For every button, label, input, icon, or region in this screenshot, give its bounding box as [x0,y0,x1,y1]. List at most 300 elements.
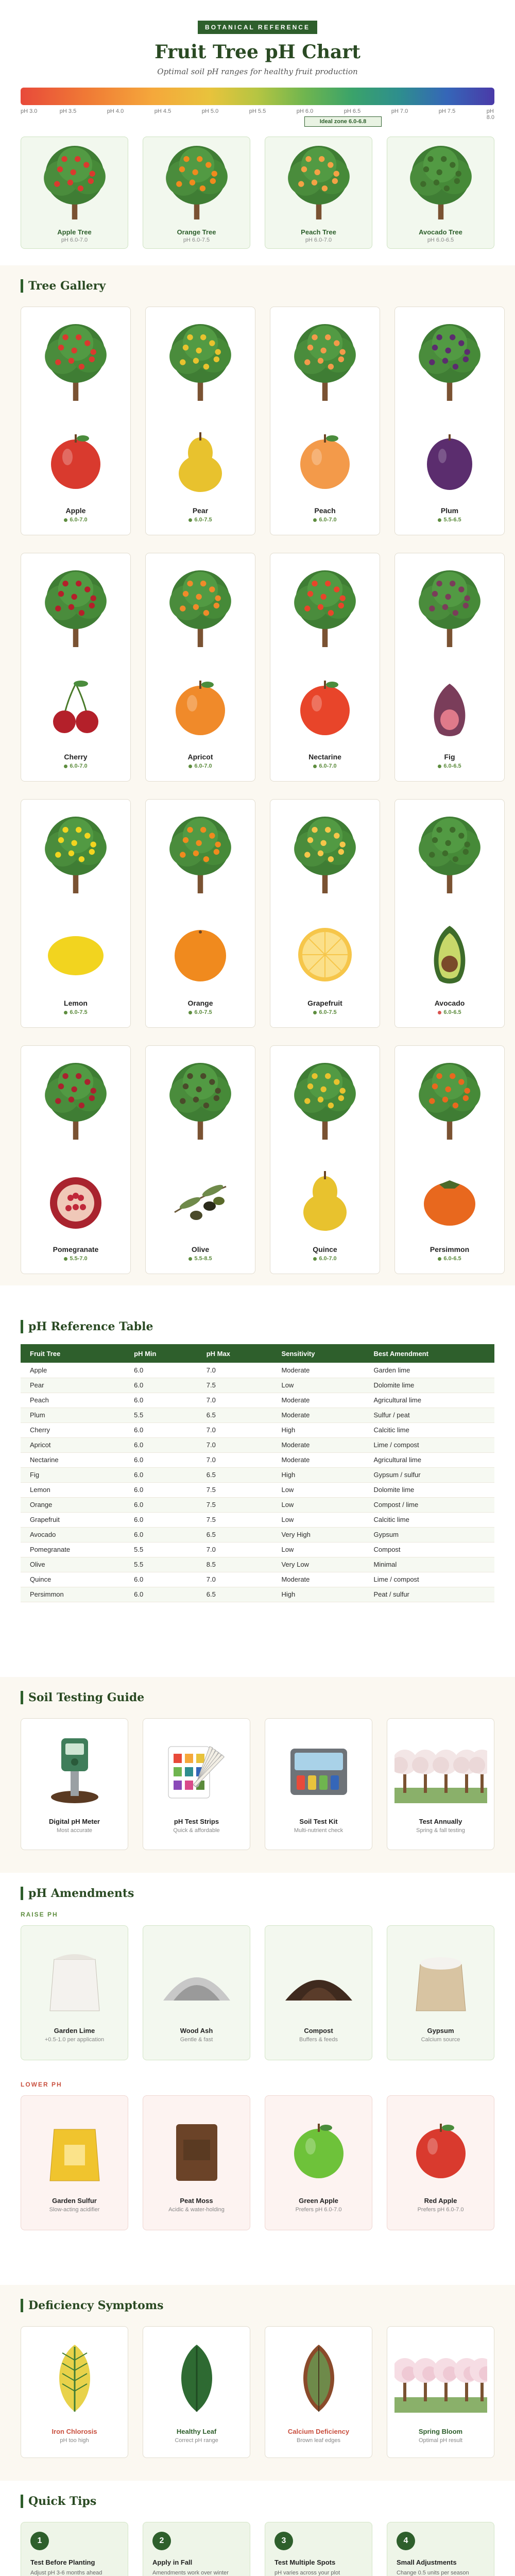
fruit-ph-value: 5.5-6.5 [443,517,461,523]
table-header-row [21,1344,494,1363]
ph-status-dot [188,765,192,768]
table-cell: Pear [21,1378,125,1393]
tip-number: 2 [152,2532,171,2550]
fruit-name: Plum [440,506,459,515]
gallery-card-apricot[interactable] [145,553,255,782]
tip-text: Adjust pH 3-6 months ahead [30,2570,102,2576]
ph-gradient-bar [21,88,494,105]
table-cell: 7.0 [197,1572,272,1587]
table-cell: 5.5 [125,1557,197,1572]
lower-ph-cards [21,2095,494,2230]
fruit-ph-value: 6.0-7.0 [319,1256,337,1262]
tree-icon [411,809,488,899]
fruit-ph-range [188,1009,212,1015]
pomegranate-icon [45,1161,107,1238]
heading-accent [21,2495,23,2508]
orange-icon [169,914,231,992]
fruit-name: Persimmon [430,1245,470,1253]
tree-gallery-title: Tree Gallery [28,279,106,293]
table-cell: Calcitic lime [365,1512,494,1527]
table-header-cell: Fruit Tree [21,1344,125,1363]
tips-heading [21,2491,494,2512]
table-cell: 6.5 [197,1527,272,1542]
table-cell: Lime / compost [365,1437,494,1452]
table-cell: Apricot [21,1437,125,1452]
table-row [21,1408,494,1422]
table-row [21,1467,494,1482]
table-cell: Grapefruit [21,1512,125,1527]
heading-accent [21,1320,23,1333]
table-row [21,1363,494,1378]
apricot-icon [169,668,231,745]
amendment-name: Wood Ash [180,2027,213,2035]
tip-card [143,2522,250,2576]
amendment-sub: Calcium source [421,2037,460,2043]
table-cell: 5.5 [125,1408,197,1422]
lower-ph-card[interactable] [387,2095,494,2230]
persimmon-icon [419,1161,480,1238]
gypsum-bag-icon [410,1941,472,2019]
sulfur-bag-icon [44,2111,106,2189]
heading-accent [21,279,23,293]
raise-ph-card[interactable] [21,1925,128,2060]
featured-tree-card[interactable] [143,137,250,249]
tree-icon [286,563,364,653]
gallery-card-pomegranate[interactable] [21,1045,131,1274]
tip-text: Amendments work over winter [152,2570,229,2576]
fruit-ph-value: 6.0-7.0 [194,763,212,769]
lemon-icon [45,914,107,992]
amendment-sub: Buffers & feeds [299,2037,338,2043]
featured-tree-card[interactable] [21,137,128,249]
cherry-icon [45,668,107,745]
avocado-icon [419,914,480,992]
orchard-icon [394,1731,487,1808]
table-cell: Garden lime [365,1363,494,1378]
gallery-card-grapefruit[interactable] [270,799,380,1028]
table-cell: Agricultural lime [365,1393,494,1408]
ph-status-dot [313,1257,317,1261]
peach-icon [294,422,356,499]
raise-ph-card[interactable] [387,1925,494,2060]
featured-tree-ph: pH 6.0-7.5 [183,237,210,243]
table-cell: Peat / sulfur [365,1587,494,1602]
table-cell: 8.5 [197,1557,272,1572]
gallery-card-orange[interactable] [145,799,255,1028]
table-cell: Calcitic lime [365,1422,494,1437]
fruit-ph-value: 6.0-7.5 [319,1009,337,1015]
fruit-ph-value: 6.0-7.0 [70,517,88,523]
ph-tick-label: pH 5.0 [201,108,219,114]
fruit-ph-range [188,517,212,523]
gallery-card-nectarine[interactable] [270,553,380,782]
table-cell: 6.0 [125,1452,197,1467]
fruit-name: Orange [187,999,213,1007]
amendment-sub: Prefers pH 6.0-7.0 [417,2207,464,2213]
soil-testing-section [0,1677,515,1873]
ph-scale-ticks [21,108,494,121]
fruit-ph-range [313,763,336,769]
ph-status-dot [64,1257,67,1261]
spring-bloom-icon [394,2337,487,2419]
table-cell: Minimal [365,1557,494,1572]
tip-title: Small Adjustments [397,2558,457,2566]
amendment-sub: Slow-acting acidifier [49,2207,100,2213]
featured-tree-name: Orange Tree [177,228,216,236]
table-cell: 7.0 [197,1437,272,1452]
tip-card [21,2522,128,2576]
gallery-card-apple[interactable] [21,307,131,535]
table-cell: 6.0 [125,1363,197,1378]
ph-status-dot [313,518,317,522]
table-cell: 7.0 [197,1452,272,1467]
tip-card [265,2522,372,2576]
table-cell: Orange [21,1497,125,1512]
gallery-card-cherry[interactable] [21,553,131,782]
fruit-ph-value: 6.0-7.0 [70,763,88,769]
tip-number: 4 [397,2532,415,2550]
amendment-name: Garden Lime [54,2027,95,2035]
table-cell: Low [272,1542,364,1557]
deficiency-card[interactable] [265,2326,372,2458]
featured-tree-name: Apple Tree [57,228,92,236]
soil-testing-name: pH Test Strips [174,1818,219,1825]
table-cell: Persimmon [21,1587,125,1602]
fruit-name: Apricot [187,753,213,761]
fruit-name: Cherry [64,753,88,761]
soil-testing-card[interactable] [143,1718,250,1850]
fruit-name: Lemon [64,999,88,1007]
tree-icon [402,144,479,228]
chlorosis-leaf-icon [44,2337,106,2419]
deficiency-card[interactable] [387,2326,494,2458]
soil-testing-sub: Spring & fall testing [416,1827,465,1834]
red-apple-icon [410,2111,472,2189]
deficiency-sub: Brown leaf edges [297,2437,340,2444]
peat-moss-icon [166,2111,228,2189]
tree-icon [162,809,239,899]
table-cell: Gypsum / sulfur [365,1467,494,1482]
table-cell: Lemon [21,1482,125,1497]
table-cell: Moderate [272,1363,364,1378]
ph-tick-label: pH 8.0 [486,108,494,121]
amendment-name: Peat Moss [180,2197,213,2205]
table-cell: Dolomite lime [365,1482,494,1497]
lower-ph-card[interactable] [265,2095,372,2230]
table-cell: 6.5 [197,1587,272,1602]
tip-card [387,2522,494,2576]
ph-status-dot [188,518,192,522]
fruit-ph-range [313,1256,336,1262]
heading-accent [21,1887,23,1900]
fruit-ph-value: 5.5-7.0 [70,1256,88,1262]
green-apple-icon [288,2111,350,2189]
table-cell: 6.0 [125,1497,197,1512]
table-cell: Agricultural lime [365,1452,494,1467]
gallery-card-fig[interactable] [394,553,505,782]
table-cell: High [272,1587,364,1602]
table-header-cell: Sensitivity [272,1344,364,1363]
deficiency-cards [21,2326,494,2458]
test-strips-icon [158,1731,235,1808]
table-cell: Quince [21,1572,125,1587]
soil-testing-title: Soil Testing Guide [28,1691,145,1704]
table-cell: Apple [21,1363,125,1378]
fruit-name: Pomegranate [53,1245,99,1253]
table-cell: Pomegranate [21,1542,125,1557]
table-header-cell: Best Amendment [365,1344,494,1363]
ph-tick-label: pH 3.0 [21,108,38,114]
gallery-card-quince[interactable] [270,1045,380,1274]
tree-icon [411,1055,488,1145]
deficiency-section [0,2285,515,2481]
gallery-card-olive[interactable] [145,1045,255,1274]
fruit-name: Apple [65,506,86,515]
raise-ph-cards [21,1925,494,2060]
deficiency-heading [21,2295,494,2316]
table-cell: Low [272,1378,364,1393]
deficiency-sub: Optimal pH result [419,2437,462,2444]
featured-tree-card[interactable] [387,137,494,249]
page-title: Fruit Tree pH Chart [154,41,360,63]
table-row [21,1512,494,1527]
table-cell: Olive [21,1557,125,1572]
table-header-cell: pH Min [125,1344,197,1363]
tree-icon [162,1055,239,1145]
fruit-ph-range [438,1009,461,1015]
soil-testing-sub: Quick & affordable [173,1827,220,1834]
ph-table-heading [21,1316,494,1337]
table-cell: Avocado [21,1527,125,1542]
deficiency-card[interactable] [21,2326,128,2458]
tree-icon [286,809,364,899]
deficiency-card[interactable] [143,2326,250,2458]
ph-status-dot [438,1257,441,1261]
table-row [21,1587,494,1602]
tree-icon [280,144,357,228]
table-row [21,1542,494,1557]
table-cell: 5.5 [125,1542,197,1557]
featured-tree-ph: pH 6.0-7.0 [305,237,332,243]
tree-icon [37,563,114,653]
tips-cards [21,2522,494,2576]
tip-text: Change 0.5 units per season [397,2570,469,2576]
raise-ph-label: RAISE PH [21,1911,58,1918]
table-cell: Cherry [21,1422,125,1437]
amendment-sub: Gentle & fast [180,2037,213,2043]
table-cell: Compost [365,1542,494,1557]
tree-icon [37,1055,114,1145]
ph-status-dot [438,1011,441,1014]
soil-testing-heading [21,1687,494,1708]
fruit-ph-value: 6.0-7.5 [194,1009,212,1015]
raise-ph-card[interactable] [265,1925,372,2060]
healthy-leaf-icon [166,2337,228,2419]
tree-icon [286,316,364,406]
ph-status-dot [188,1257,192,1261]
pear-icon [169,422,231,499]
fruit-ph-range [188,1256,212,1262]
table-cell: 7.0 [197,1393,272,1408]
ph-tick-label: pH 4.0 [107,108,124,114]
featured-tree-name: Peach Tree [301,228,336,236]
ph-status-dot [438,765,441,768]
fig-icon [419,668,480,745]
tree-icon [37,316,114,406]
soil-testing-card[interactable] [265,1718,372,1850]
deficiency-sub: Correct pH range [175,2437,218,2444]
table-cell: 7.5 [197,1378,272,1393]
table-cell: 7.5 [197,1512,272,1527]
table-cell: 6.0 [125,1378,197,1393]
table-cell: 6.0 [125,1572,197,1587]
table-cell: High [272,1422,364,1437]
table-row [21,1437,494,1452]
tree-icon [36,144,113,228]
amendment-name: Compost [304,2027,333,2035]
header [0,0,515,82]
ph-tick-label: pH 4.5 [154,108,171,114]
nectarine-icon [294,668,356,745]
table-cell: 6.0 [125,1393,197,1408]
deficiency-name: Spring Bloom [418,2428,463,2435]
tree-icon [162,563,239,653]
fruit-name: Grapefruit [307,999,342,1007]
tree-icon [162,316,239,406]
page-subtitle: Optimal soil pH ranges for healthy fruit production [157,67,358,76]
gallery-card-plum[interactable] [394,307,505,535]
wood-ash-icon [158,1941,235,2019]
soil-testing-card[interactable] [21,1718,128,1850]
deficiency-sub: pH too high [60,2437,89,2444]
table-row [21,1572,494,1587]
deficiency-name: Healthy Leaf [176,2428,217,2435]
fruit-name: Pear [192,506,209,515]
amendments-title: pH Amendments [28,1887,134,1900]
fruit-ph-range [438,517,461,523]
table-cell: Moderate [272,1572,364,1587]
ph-tick-label: pH 7.0 [391,108,408,114]
ph-status-dot [188,1011,192,1014]
header-badge: BOTANICAL REFERENCE [198,21,317,34]
deficiency-name: Iron Chlorosis [52,2428,97,2435]
featured-tree-card[interactable] [265,137,372,249]
lower-ph-card[interactable] [21,2095,128,2230]
gallery-card-lemon[interactable] [21,799,131,1028]
table-cell: 7.0 [197,1542,272,1557]
soil-testing-sub: Multi-nutrient check [294,1827,344,1834]
gallery-card-persimmon[interactable] [394,1045,505,1274]
table-row [21,1422,494,1437]
heading-accent [21,1691,23,1704]
tree-icon [158,144,235,228]
fruit-ph-range [438,1256,461,1262]
table-cell: Plum [21,1408,125,1422]
ph-tick-label: pH 7.5 [438,108,456,114]
ph-meter-icon [39,1731,111,1808]
table-cell: Low [272,1482,364,1497]
lime-bag-icon [44,1941,106,2019]
table-cell: 7.5 [197,1497,272,1512]
table-cell: Moderate [272,1452,364,1467]
table-cell: 6.0 [125,1512,197,1527]
lower-ph-card[interactable] [143,2095,250,2230]
amendment-name: Garden Sulfur [52,2197,97,2205]
amendment-name: Red Apple [424,2197,457,2205]
table-row [21,1378,494,1393]
apple-icon [45,422,107,499]
table-cell: Lime / compost [365,1572,494,1587]
ph-status-dot [313,765,317,768]
fruit-ph-range [64,1009,87,1015]
table-cell: Fig [21,1467,125,1482]
fruit-ph-value: 6.0-7.0 [319,517,337,523]
fruit-ph-value: 6.0-7.5 [70,1009,88,1015]
table-cell: 6.5 [197,1467,272,1482]
fruit-name: Avocado [434,999,465,1007]
compost-icon [280,1941,357,2019]
ph-tick-label: pH 6.0 [296,108,314,114]
fruit-name: Quince [313,1245,337,1253]
tree-icon [411,316,488,406]
table-cell: 6.0 [125,1422,197,1437]
plum-icon [419,422,480,499]
table-body [21,1363,494,1602]
featured-tree-ph: pH 6.0-7.0 [61,237,88,243]
gallery-card-avocado[interactable] [394,799,505,1028]
raise-ph-card[interactable] [143,1925,250,2060]
soil-testing-name: Soil Test Kit [299,1818,338,1825]
tip-text: pH varies across your plot [274,2570,340,2576]
tip-title: Apply in Fall [152,2558,193,2566]
fruit-ph-value: 6.0-6.5 [443,1009,461,1015]
fruit-ph-range [438,763,461,769]
ph-status-dot [438,518,441,522]
grapefruit-icon [294,914,356,992]
table-row [21,1527,494,1542]
table-cell: High [272,1467,364,1482]
tip-number: 1 [30,2532,49,2550]
tip-title: Test Multiple Spots [274,2558,336,2566]
fruit-ph-range [188,763,212,769]
fruit-ph-range [64,1256,87,1262]
table-cell: Peach [21,1393,125,1408]
gallery-card-peach[interactable] [270,307,380,535]
table-header-cell: pH Max [197,1344,272,1363]
soil-testing-name: Test Annually [419,1818,462,1825]
table-cell: 7.5 [197,1482,272,1497]
ph-table-title: pH Reference Table [28,1320,153,1333]
featured-tree-ph: pH 6.0-6.5 [427,237,454,243]
tree-icon [411,563,488,653]
soil-testing-card[interactable] [387,1718,494,1850]
table-cell: 6.0 [125,1467,197,1482]
ph-tick-label: pH 6.5 [344,108,361,114]
tree-icon [286,1055,364,1145]
table-cell: Very High [272,1527,364,1542]
lower-ph-label: LOWER PH [21,2081,62,2088]
brown-edge-leaf-icon [288,2337,350,2419]
fruit-name: Peach [314,506,336,515]
fruit-ph-range [64,517,87,523]
table-cell: Very Low [272,1557,364,1572]
tree-icon [37,809,114,899]
table-row [21,1557,494,1572]
table-cell: Dolomite lime [365,1378,494,1393]
table-cell: 6.0 [125,1587,197,1602]
quince-icon [294,1161,356,1238]
gallery-card-pear[interactable] [145,307,255,535]
